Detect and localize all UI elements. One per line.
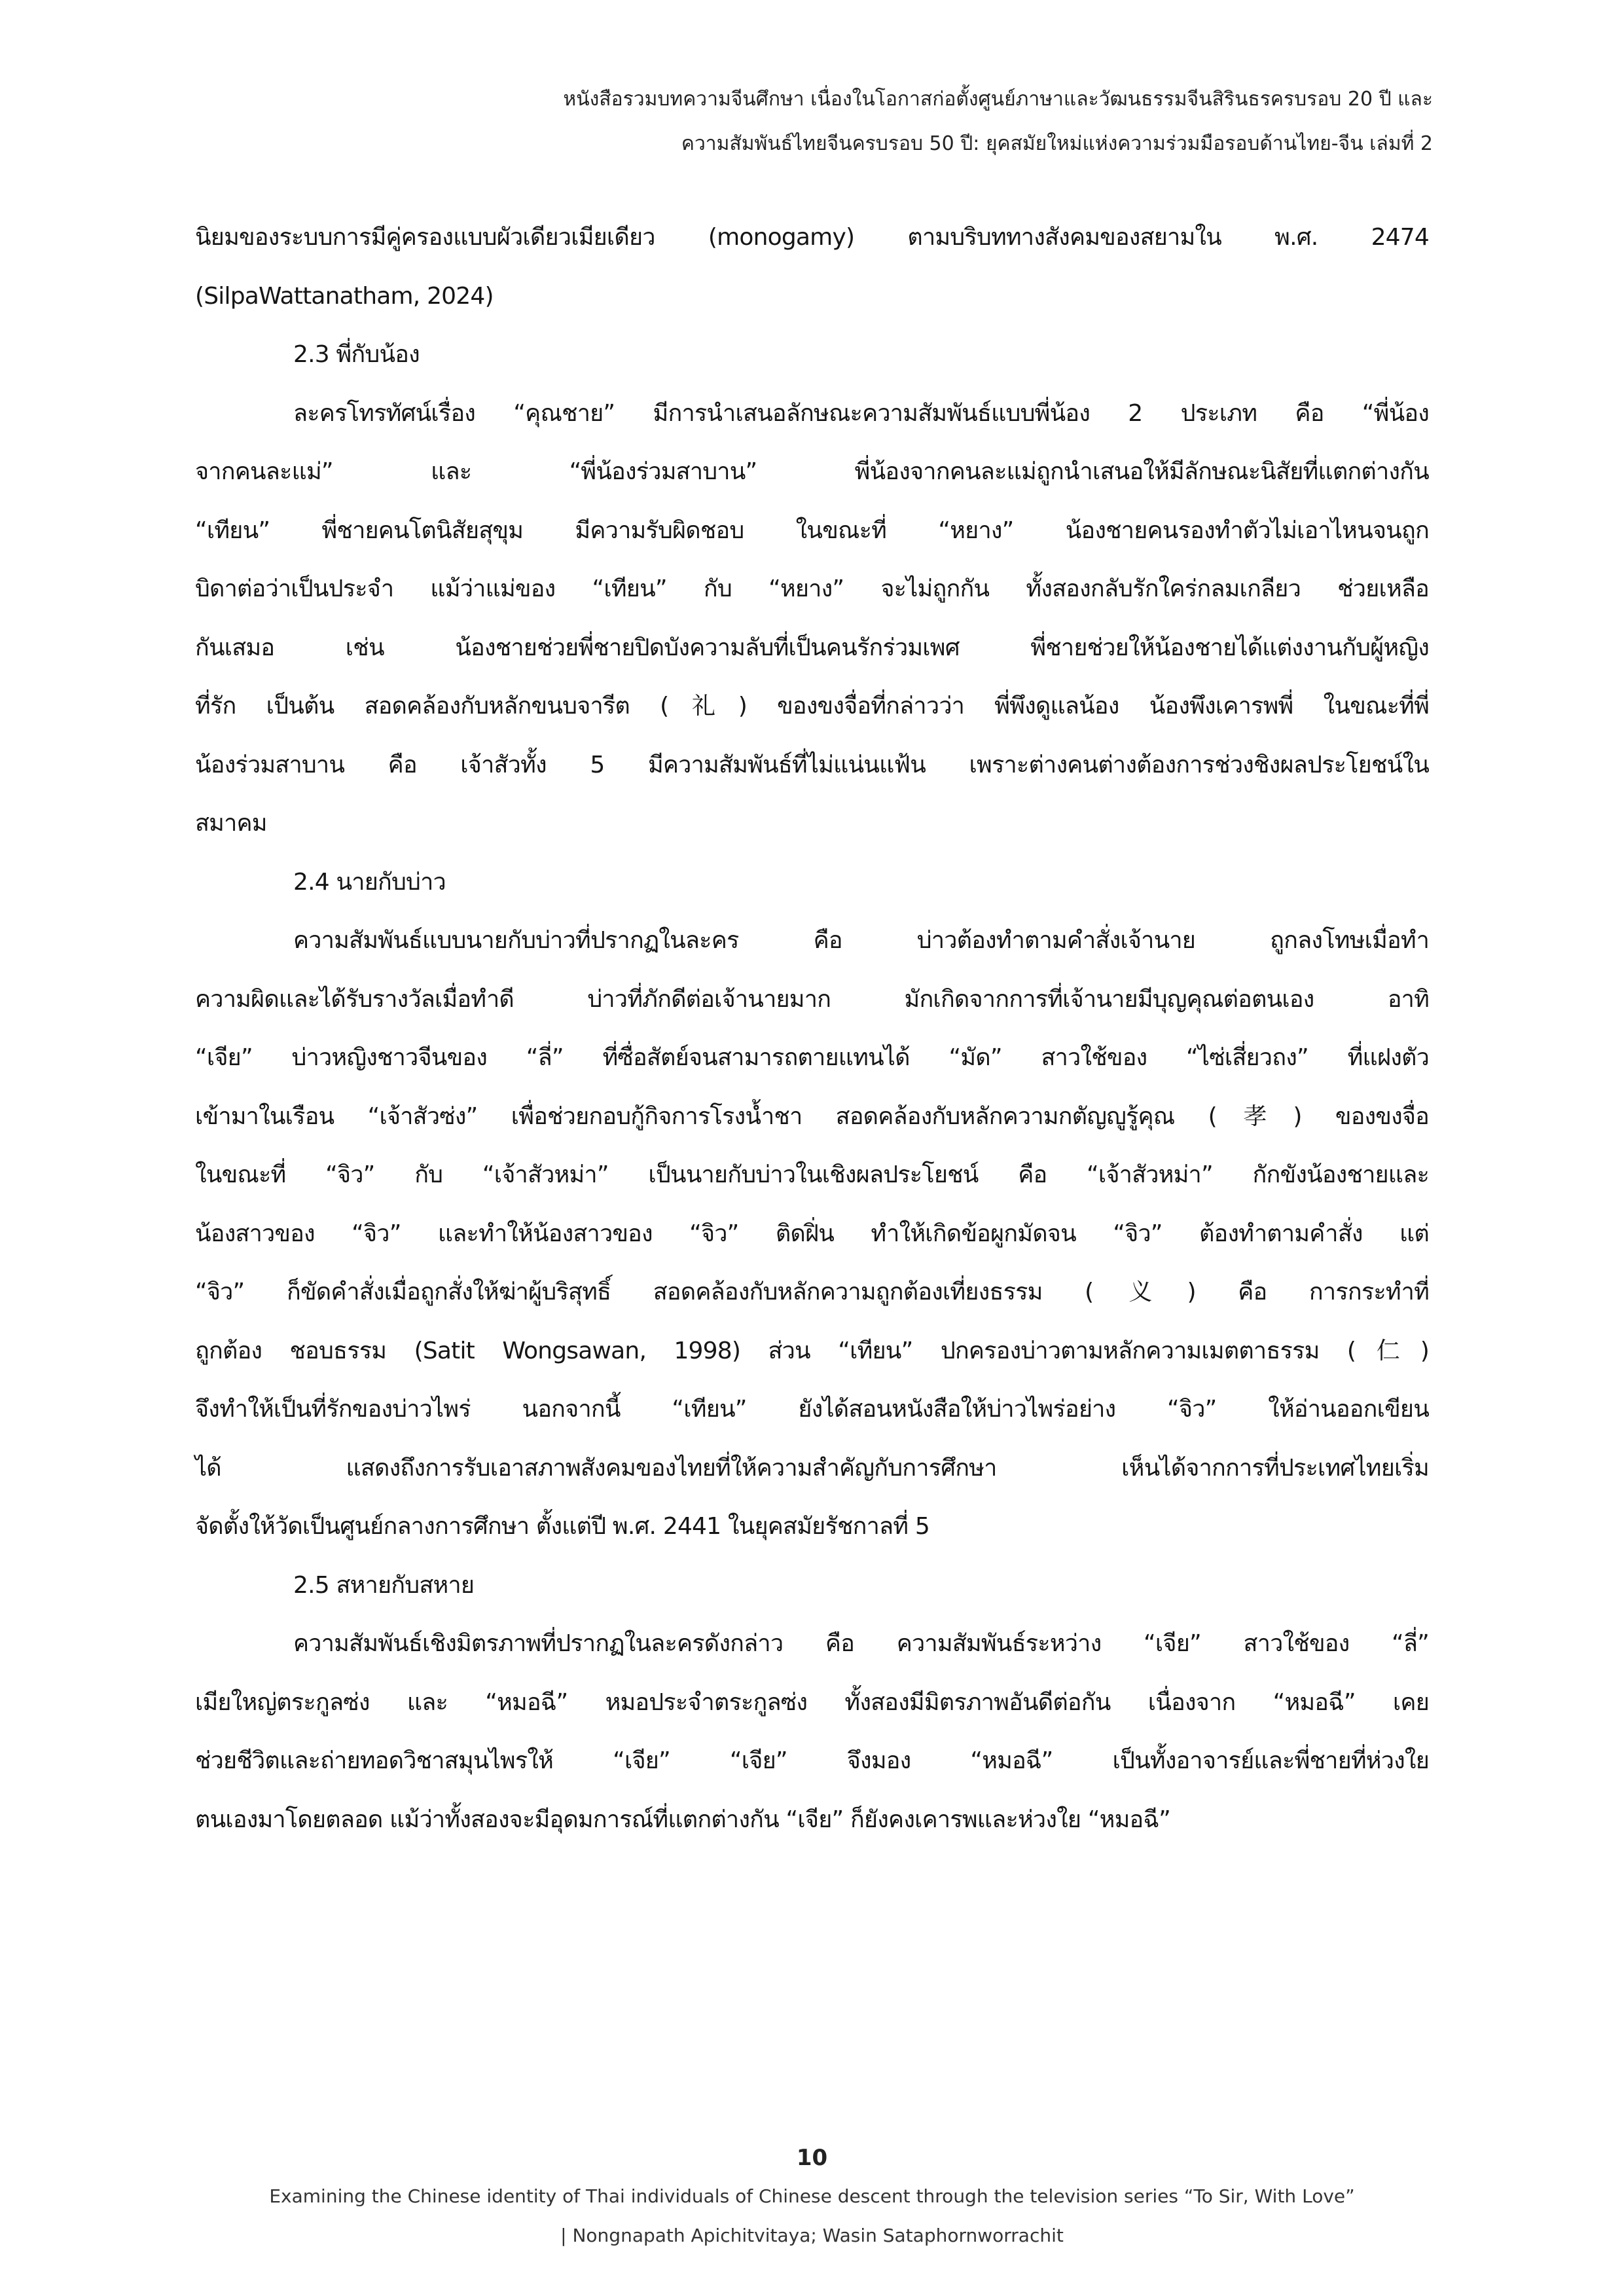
text-line: ช่วยชีวิตและถ่ายทอดวิชาสมุนไพรให้ “เจีย” “เจีย” จึงมอง “หมอฉี” เป็นทั้งอาจารย์และพี่ชายที่ห่วงใย (195, 1747, 1429, 1774)
text-line: ละครโทรทัศน์เรื่อง “คุณชาย” มีการนำเสนอลักษณะความสัมพันธ์แบบพี่น้อง 2 ประเภท คือ “พี่น้อง (293, 399, 1429, 427)
section-heading-2-4: 2.4 นายกับบ่าว (293, 868, 446, 896)
text-line: ได้ แสดงถึงการรับเอาสภาพสังคมของไทยที่ให้ความสำคัญกับการศึกษา เห็นได้จากการที่ประเทศไทยเริ่ม (195, 1454, 1429, 1482)
text-line: ความสัมพันธ์แบบนายกับบ่าวที่ปรากฏในละคร คือ บ่าวต้องทำตามคำสั่งเจ้านาย ถูกลงโทษเมื่อทำ (293, 927, 1429, 954)
text-line: กันเสมอ เช่น น้องชายช่วยพี่ชายปิดบังความลับที่เป็นคนรักร่วมเพศ พี่ชายช่วยให้น้องชายได้แต่งงานกับผู้หญิง (195, 634, 1429, 661)
section-heading-2-5: 2.5 สหายกับสหาย (293, 1571, 475, 1599)
text-line: “จิว” ก็ขัดคำสั่งเมื่อถูกสั่งให้ฆ่าผู้บริสุทธิ์ สอดคล้องกับหลักความถูกต้องเที่ยงธรรม (义) คือ การกระทำที่ (195, 1279, 1429, 1305)
text-line: สมาคม (195, 810, 267, 837)
text-line: บิดาต่อว่าเป็นประจำ แม้ว่าแม่ของ “เทียน” กับ “หยาง” จะไม่ถูกกัน ทั้งสองกลับรักใคร่กลมเกลียว ช่วยเหลือ (195, 575, 1429, 602)
text-line: “เทียน” พี่ชายคนโตนิสัยสุขุม มีความรับผิดชอบ ในขณะที่ “หยาง” น้องชายคนรองทำตัวไม่เอาไหนจนถูก (195, 517, 1429, 544)
text-line: เมียใหญ่ตระกูลซ่ง และ “หมอฉี” หมอประจำตระกูลซ่ง ทั้งสองมีมิตรภาพอันดีต่อกัน เนื่องจาก “หมอฉี” เคย (195, 1688, 1429, 1716)
text-line: ความผิดและได้รับรางวัลเมื่อทำดี บ่าวที่ภักดีต่อเจ้านายมาก มักเกิดจากการที่เจ้านายมีบุญคุณต่อตนเอง อาทิ (195, 985, 1429, 1013)
section-heading-2-3: 2.3 พี่กับน้อง (293, 341, 420, 368)
text-line: ความสัมพันธ์เชิงมิตรภาพที่ปรากฏในละครดังกล่าว คือ ความสัมพันธ์ระหว่าง “เจีย” สาวใช้ของ “ลี่” (293, 1630, 1429, 1657)
text-line: นิยมของระบบการมีคู่ครองแบบผัวเดียวเมียเดียว (monogamy) ตามบริบททางสังคมของสยามใน พ.ศ. 2474 (195, 224, 1429, 251)
footer-authors: | Nongnapath Apichitvitaya; Wasin Sataphornworrachit (560, 2225, 1064, 2246)
text-line: จากคนละแม่” และ “พี่น้องร่วมสาบาน” พี่น้องจากคนละแม่ถูกนำเสนอให้มีลักษณะนิสัยที่แตกต่างกัน (195, 458, 1429, 485)
text-line: จึงทำให้เป็นที่รักของบ่าวไพร่ นอกจากนี้ “เทียน” ยังได้สอนหนังสือให้บ่าวไพร่อย่าง “จิว” ให้อ่านออกเขียน (195, 1396, 1429, 1423)
footer-title: Examining the Chinese identity of Thai individuals of Chinese descent through the television series “To Sir, With Love” (269, 2185, 1355, 2207)
text-line: น้องสาวของ “จิว” และทำให้น้องสาวของ “จิว” ติดฝิ่น ทำให้เกิดข้อผูกมัดจน “จิว” ต้องทำตามคำสั่ง แต่ (195, 1220, 1429, 1247)
text-line: ตนเองมาโดยตลอด แม้ว่าทั้งสองจะมีอุดมการณ์ที่แตกต่างกัน “เจีย” ก็ยังคงเคารพและห่วงใย “หมอฉี” (195, 1806, 1170, 1833)
text-line: น้องร่วมสาบาน คือ เจ้าสัวทั้ง 5 มีความสัมพันธ์ที่ไม่แน่นแฟ้น เพราะต่างคนต่างต้องการช่วงชิงผลประโยชน์ใน (195, 751, 1429, 778)
header-line-1: หนังสือรวมบทความจีนศึกษา เนื่องในโอกาสก่อตั้งศูนย์ภาษาและวัฒนธรรมจีนสิรินธรครบรอบ 20 ปี และ (563, 88, 1433, 111)
text-line: (SilpaWattanatham, 2024) (195, 282, 494, 310)
body-text (195, 208, 1429, 1849)
text-line: เข้ามาในเรือน “เจ้าสัวซ่ง” เพื่อช่วยกอบกู้กิจการโรงน้ำชา สอดคล้องกับหลักความกตัญญูรู้คุณ (孝) ของขงจื่อ (195, 1102, 1429, 1130)
header-line-2: ความสัมพันธ์ไทยจีนครบรอบ 50 ปี: ยุคสมัยใหม่แห่งความร่วมมือรอบด้านไทย-จีน เล่มที่ 2 (681, 132, 1433, 155)
text-line: “เจีย” บ่าวหญิงชาวจีนของ “ลี่” ที่ซื่อสัตย์จนสามารถตายแทนได้ “มัด” สาวใช้ของ “ไซ่เสี่ยวถง” ที่แฝงตัว (195, 1044, 1429, 1071)
text-line: ถูกต้อง ชอบธรรม (Satit Wongsawan, 1998) ส่วน “เทียน” ปกครองบ่าวตามหลักความเมตตาธรรม (仁) (195, 1337, 1429, 1364)
text-line: ที่รัก เป็นต้น สอดคล้องกับหลักขนบจารีต (礼) ของขงจื่อที่กล่าวว่า พี่พึงดูแลน้อง น้องพึงเคารพพี่ ในขณะที่พี่ (195, 693, 1429, 720)
text-line: ในขณะที่ “จิว” กับ “เจ้าสัวหม่า” เป็นนายกับบ่าวในเชิงผลประโยชน์ คือ “เจ้าสัวหม่า” กักขังน้องชายและ (195, 1161, 1429, 1188)
running-header (124, 77, 1433, 166)
text-line: จัดตั้งให้วัดเป็นศูนย์กลางการศึกษา ตั้งแต่ปี พ.ศ. 2441 ในยุคสมัยรัชกาลที่ 5 (195, 1513, 929, 1540)
page-number: 10 (796, 2145, 828, 2171)
